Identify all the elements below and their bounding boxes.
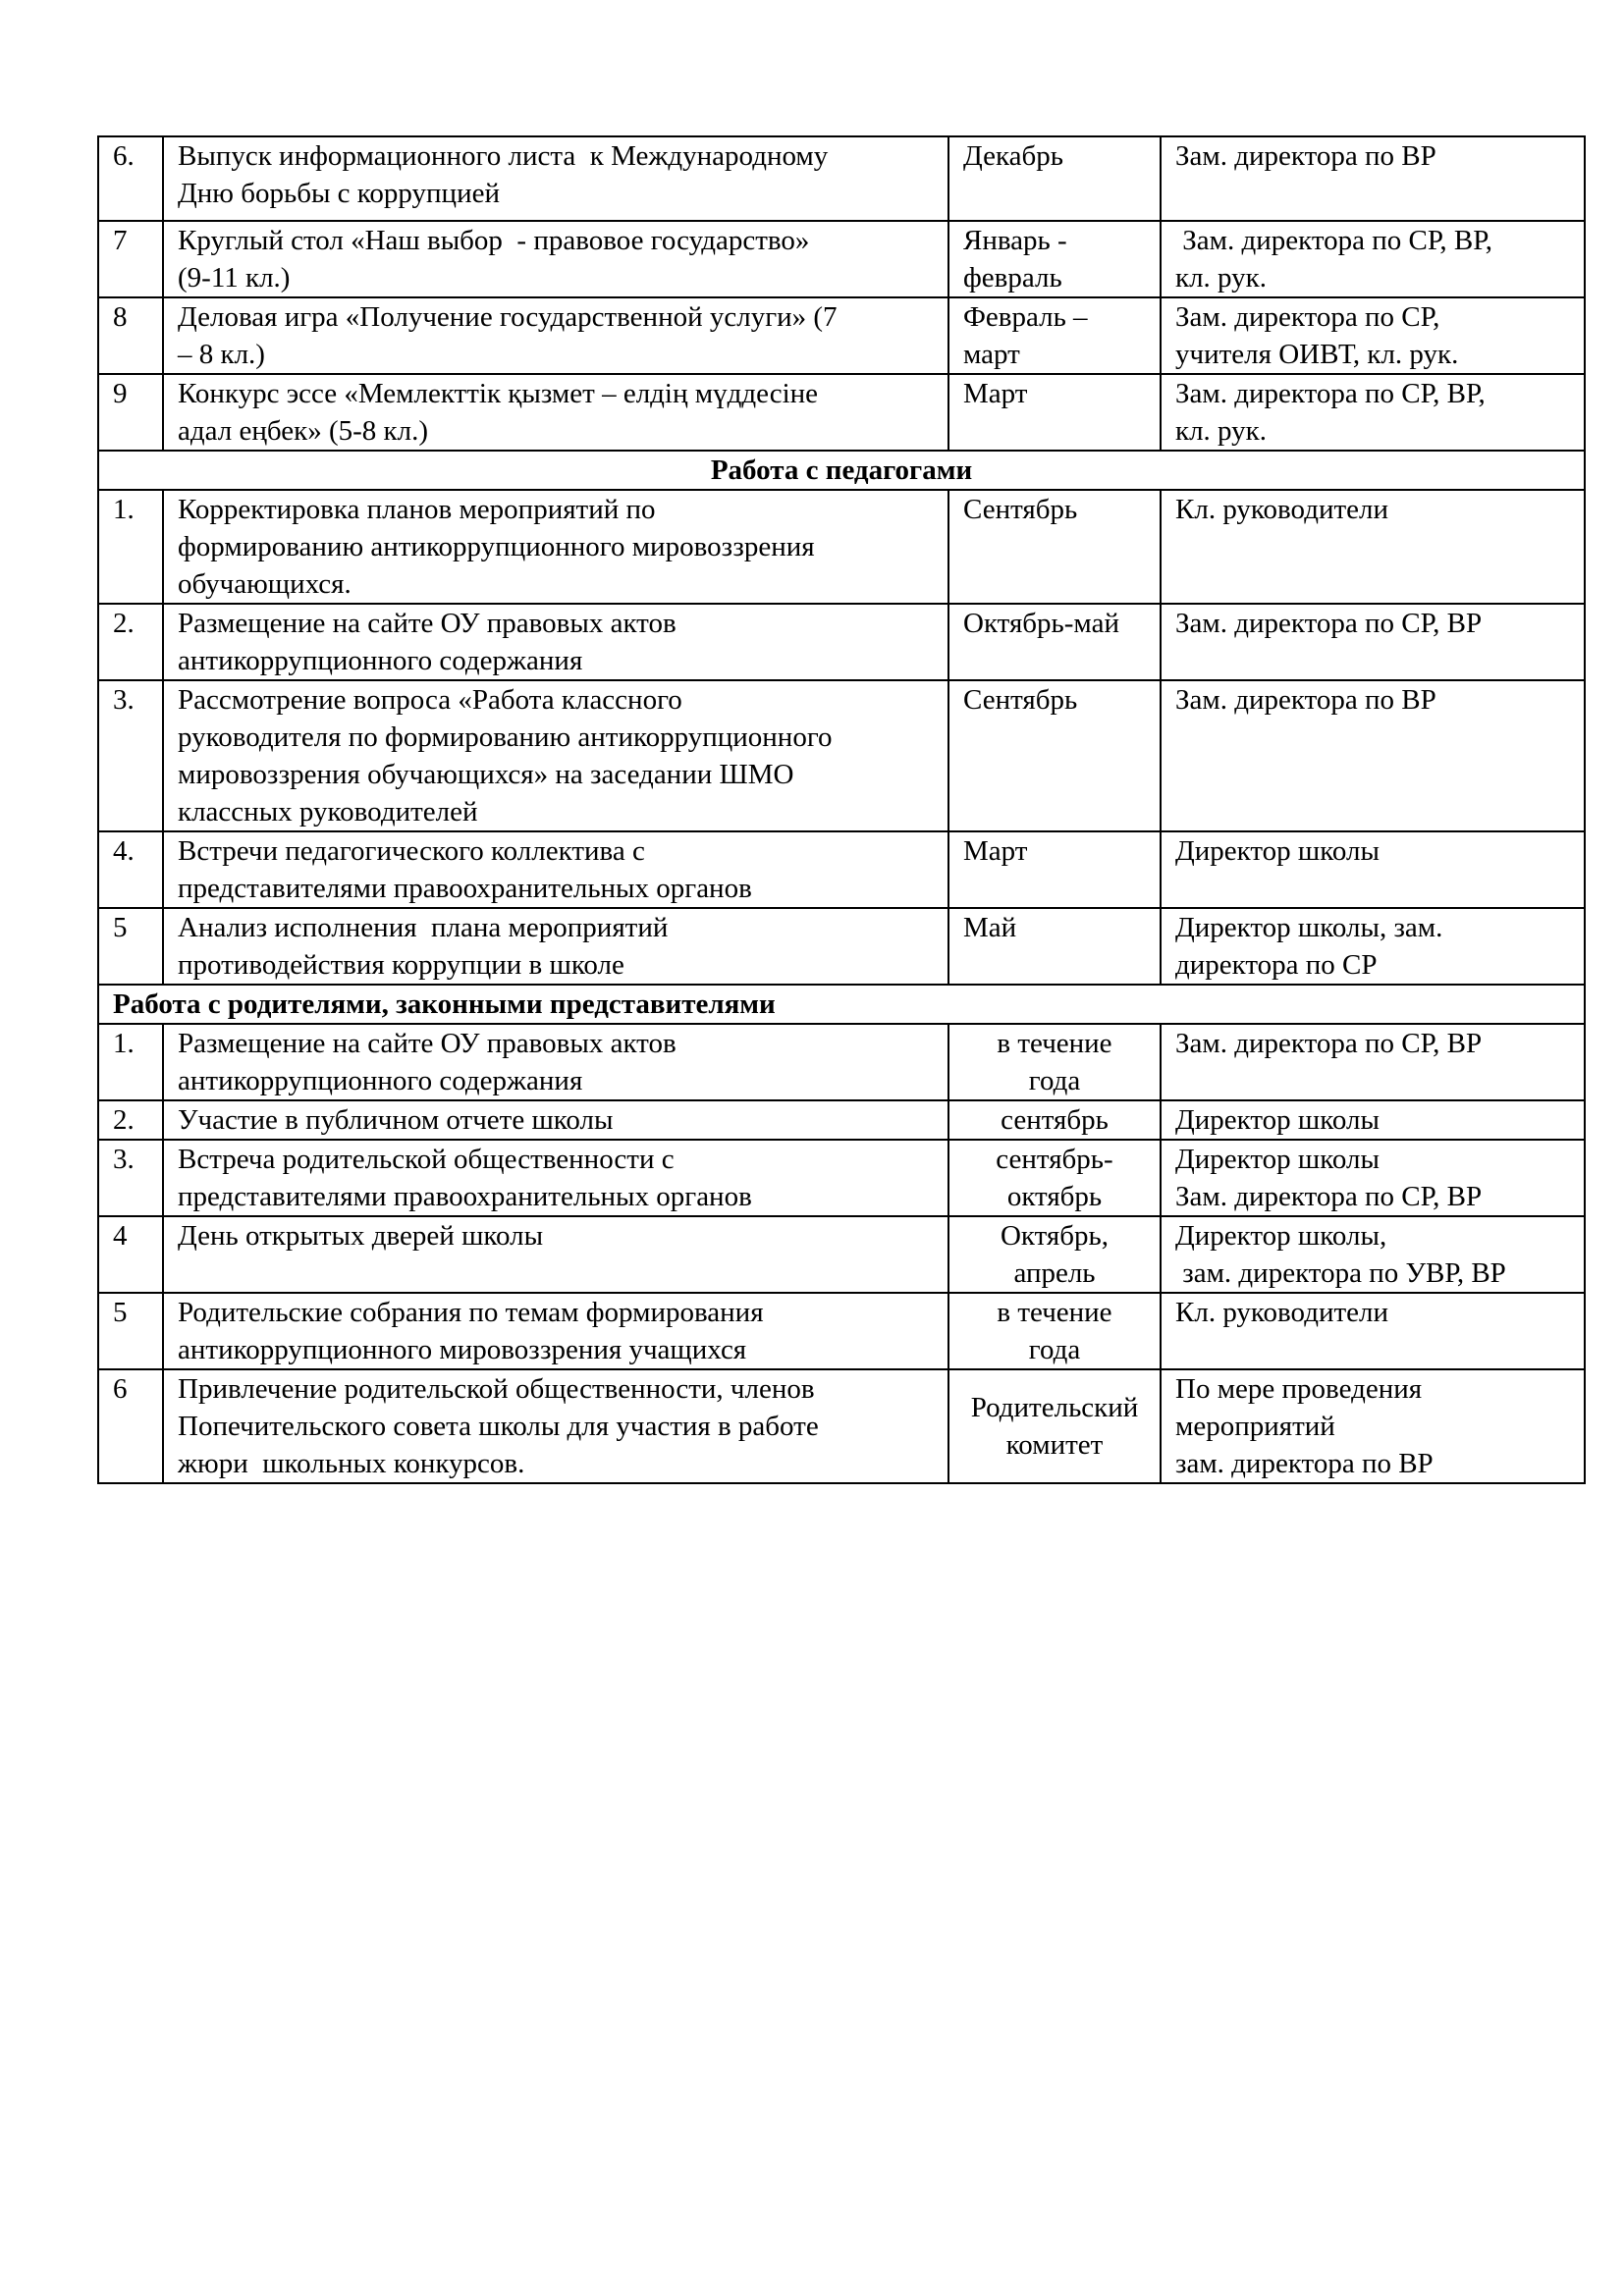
table-row: [98, 1369, 1585, 1483]
text-line: в течение: [997, 1028, 1112, 1059]
event-cell: [163, 1140, 948, 1216]
text-line: представителями правоохранительных органов: [178, 1181, 752, 1212]
text-line: Анализ исполнения плана мероприятий: [178, 912, 669, 943]
text-line: Встреча родительской общественности с: [178, 1144, 675, 1175]
row-number: 4: [98, 1216, 163, 1293]
text-line: года: [1028, 1334, 1081, 1365]
text-line: обучающихся.: [178, 568, 352, 600]
text-line: противодействия коррупции в школе: [178, 949, 624, 981]
row-number: 8: [98, 297, 163, 374]
row-number: 5: [98, 908, 163, 985]
plan-table-body: [98, 136, 1585, 1483]
responsible-cell: [1161, 136, 1585, 221]
responsible-cell: [1161, 490, 1585, 604]
timing-cell: [948, 1024, 1161, 1100]
text-line: – 8 кл.): [178, 339, 265, 370]
text-line: зам. директора по ВР: [1175, 1448, 1434, 1479]
text-line: Рассмотрение вопроса «Работа классного: [178, 684, 682, 716]
event-cell: [163, 908, 948, 985]
text-line: День открытых дверей школы: [178, 1220, 544, 1252]
table-row: [98, 908, 1585, 985]
text-line: Зам. директора по СР, ВР,: [1175, 378, 1486, 409]
text-line: Январь -: [963, 225, 1067, 256]
table-row: [98, 374, 1585, 451]
responsible-cell: [1161, 908, 1585, 985]
plan-table: [97, 135, 1586, 1484]
table-row: [98, 1216, 1585, 1293]
text-line: в течение: [997, 1297, 1112, 1328]
text-line: (9-11 кл.): [178, 262, 291, 294]
table-row: [98, 1024, 1585, 1100]
section-row: [98, 451, 1585, 490]
text-line: Размещение на сайте ОУ правовых актов: [178, 608, 677, 639]
text-line: Кл. руководители: [1175, 1297, 1389, 1328]
responsible-cell: [1161, 1369, 1585, 1483]
text-line: Директор школы: [1175, 1104, 1380, 1136]
text-line: Привлечение родительской общественности, членов: [178, 1373, 815, 1405]
text-line: Зам. директора по СР,: [1175, 301, 1440, 333]
text-line: Май: [963, 912, 1017, 943]
responsible-cell: [1161, 1024, 1585, 1100]
text-line: мероприятий: [1175, 1411, 1335, 1442]
timing-cell: [948, 1140, 1161, 1216]
text-line: Родительские собрания по темам формирования: [178, 1297, 764, 1328]
table-row: [98, 831, 1585, 908]
text-line: Февраль –: [963, 301, 1088, 333]
text-line: Зам. директора по СР, ВР: [1175, 1028, 1483, 1059]
text-line: Март: [963, 835, 1028, 867]
text-line: Встречи педагогического коллектива с: [178, 835, 645, 867]
text-line: Круглый стол «Наш выбор - правовое государство»: [178, 225, 810, 256]
responsible-cell: [1161, 1140, 1585, 1216]
responsible-cell: [1161, 374, 1585, 451]
text-line: Зам. директора по СР, ВР: [1175, 608, 1483, 639]
text-line: Директор школы,: [1175, 1220, 1387, 1252]
event-cell: [163, 221, 948, 297]
table-row: [98, 221, 1585, 297]
event-cell: [163, 1100, 948, 1140]
table-row: [98, 1293, 1585, 1369]
timing-cell: [948, 136, 1161, 221]
text-line: февраль: [963, 262, 1062, 294]
timing-cell: [948, 680, 1161, 831]
event-cell: [163, 831, 948, 908]
text-line: мировоззрения обучающихся» на заседании ШМО: [178, 759, 794, 790]
table-row: [98, 1100, 1585, 1140]
timing-cell: [948, 221, 1161, 297]
text-line: руководителя по формированию антикоррупционного: [178, 721, 833, 753]
text-line: Зам. директора по ВР: [1175, 684, 1436, 716]
timing-cell: [948, 374, 1161, 451]
table-row: [98, 136, 1585, 221]
text-line: Директор школы: [1175, 1144, 1380, 1175]
row-number: 5: [98, 1293, 163, 1369]
text-line: Деловая игра «Получение государственной услуги» (7: [178, 301, 838, 333]
text-line: представителями правоохранительных органов: [178, 873, 752, 904]
responsible-cell: [1161, 1216, 1585, 1293]
timing-cell: [948, 604, 1161, 680]
event-cell: [163, 1216, 948, 1293]
text-line: Дню борьбы с коррупцией: [178, 178, 500, 209]
text-line: Корректировка планов мероприятий по: [178, 494, 656, 525]
text-line: кл. рук.: [1175, 415, 1268, 447]
timing-cell: [948, 1293, 1161, 1369]
text-line: Сентябрь: [963, 684, 1078, 716]
section-heading-parents: Работа с родителями, законными представителями: [98, 985, 1585, 1024]
text-line: года: [1028, 1065, 1081, 1096]
text-line: зам. директора по УВР, ВР: [1175, 1257, 1506, 1289]
row-number: 4.: [98, 831, 163, 908]
text-line: Зам. директора по ВР: [1175, 140, 1436, 172]
text-line: комитет: [1005, 1429, 1104, 1461]
text-line: учителя ОИВТ, кл. рук.: [1175, 339, 1459, 370]
text-line: антикоррупционного содержания: [178, 645, 583, 676]
section-heading-teachers: Работа с педагогами: [98, 451, 1585, 490]
responsible-cell: [1161, 604, 1585, 680]
timing-cell: [948, 831, 1161, 908]
event-cell: [163, 604, 948, 680]
row-number: 3.: [98, 680, 163, 831]
text-line: антикоррупционного содержания: [178, 1065, 583, 1096]
text-line: Участие в публичном отчете школы: [178, 1104, 614, 1136]
row-number: 7: [98, 221, 163, 297]
text-line: Директор школы: [1175, 835, 1380, 867]
responsible-cell: [1161, 1293, 1585, 1369]
text-line: март: [963, 339, 1020, 370]
table-row: [98, 490, 1585, 604]
text-line: Декабрь: [963, 140, 1064, 172]
responsible-cell: [1161, 831, 1585, 908]
text-line: Выпуск информационного листа к Международному: [178, 140, 829, 172]
timing-cell: [948, 490, 1161, 604]
event-cell: [163, 490, 948, 604]
row-number: 1.: [98, 1024, 163, 1100]
text-line: сентябрь-: [996, 1144, 1113, 1175]
text-line: формированию антикоррупционного мировоззрения: [178, 531, 815, 562]
text-line: Родительский: [970, 1392, 1139, 1423]
text-line: Попечительского совета школы для участия в работе: [178, 1411, 819, 1442]
timing-cell: [948, 908, 1161, 985]
text-line: антикоррупционного мировоззрения учащихся: [178, 1334, 747, 1365]
event-cell: [163, 297, 948, 374]
text-line: Сентябрь: [963, 494, 1078, 525]
text-line: адал еңбек» (5-8 кл.): [178, 415, 428, 447]
row-number: 6.: [98, 136, 163, 221]
event-cell: [163, 136, 948, 221]
text-line: Зам. директора по СР, ВР: [1175, 1181, 1483, 1212]
event-cell: [163, 680, 948, 831]
text-line: сентябрь: [1001, 1104, 1109, 1136]
text-line: апрель: [1013, 1257, 1096, 1289]
row-number: 1.: [98, 490, 163, 604]
event-cell: [163, 1293, 948, 1369]
row-number: 3.: [98, 1140, 163, 1216]
text-line: классных руководителей: [178, 796, 478, 828]
timing-cell: [948, 1100, 1161, 1140]
responsible-cell: [1161, 680, 1585, 831]
text-line: кл. рук.: [1175, 262, 1268, 294]
text-line: Размещение на сайте ОУ правовых актов: [178, 1028, 677, 1059]
responsible-cell: [1161, 221, 1585, 297]
timing-cell: [948, 1369, 1161, 1483]
text-line: Конкурс эссе «Мемлекттік қызмет – елдің мүддесіне: [178, 378, 819, 409]
timing-cell: [948, 1216, 1161, 1293]
table-row: [98, 604, 1585, 680]
row-number: 2.: [98, 1100, 163, 1140]
text-line: Март: [963, 378, 1028, 409]
event-cell: [163, 374, 948, 451]
responsible-cell: [1161, 1100, 1585, 1140]
event-cell: [163, 1024, 948, 1100]
text-line: Октябрь,: [1000, 1220, 1109, 1252]
event-cell: [163, 1369, 948, 1483]
text-line: Директор школы, зам.: [1175, 912, 1443, 943]
row-number: 2.: [98, 604, 163, 680]
table-row: [98, 1140, 1585, 1216]
row-number: 6: [98, 1369, 163, 1483]
text-line: директора по СР: [1175, 949, 1378, 981]
text-line: жюри школьных конкурсов.: [178, 1448, 525, 1479]
section-row: [98, 985, 1585, 1024]
row-number: 9: [98, 374, 163, 451]
responsible-cell: [1161, 297, 1585, 374]
table-row: [98, 680, 1585, 831]
text-line: Кл. руководители: [1175, 494, 1389, 525]
text-line: октябрь: [1006, 1181, 1103, 1212]
timing-cell: [948, 297, 1161, 374]
text-line: Октябрь-май: [963, 608, 1119, 639]
text-line: Зам. директора по СР, ВР,: [1175, 225, 1492, 256]
text-line: По мере проведения: [1175, 1373, 1423, 1405]
table-row: [98, 297, 1585, 374]
